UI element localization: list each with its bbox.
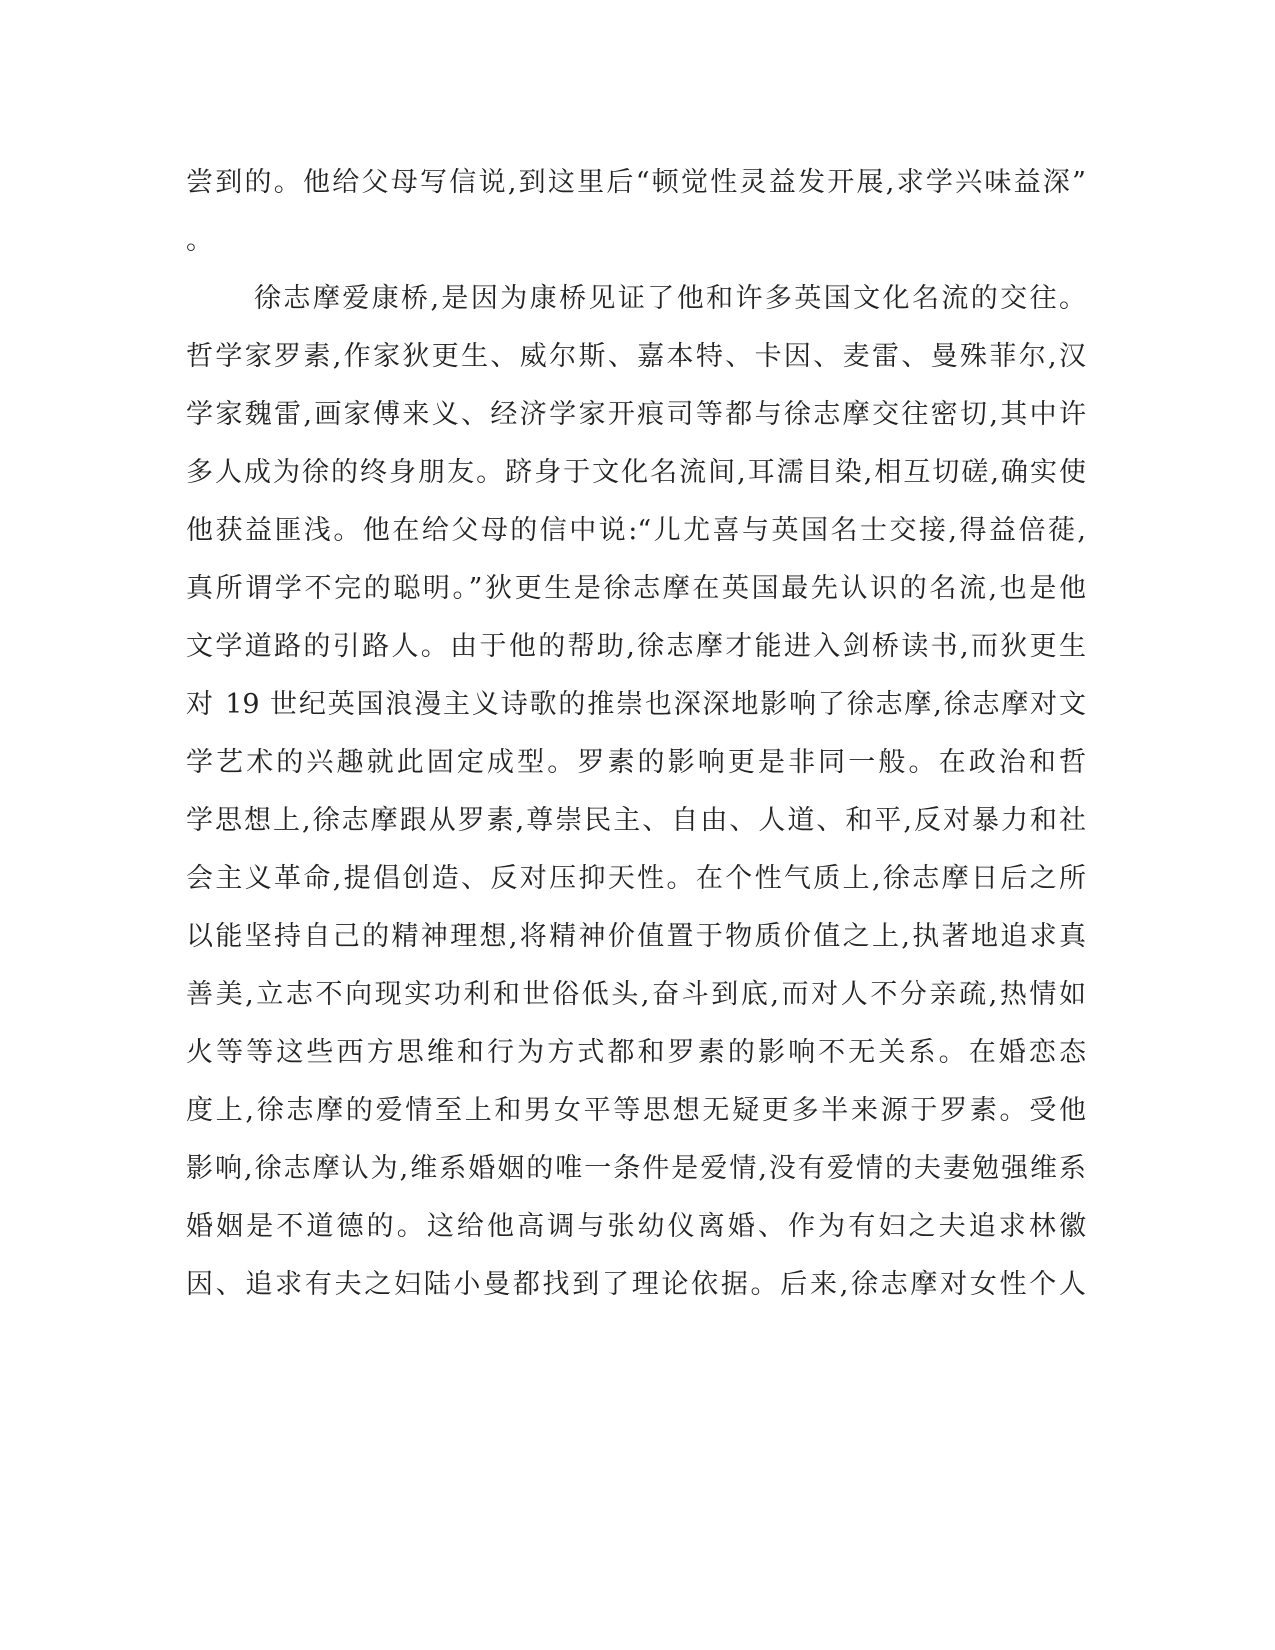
text-line: 尝到的。他给父母写信说,到这里后“顿觉性灵益发开展,求学兴味益深” [186,167,1086,198]
text-line: 善美,立志不向现实功利和世俗低头,奋斗到底,而对人不分亲疏,热情如 [186,979,1086,1010]
text-line: 学家魏雷,画家傅来义、经济学家开痕司等都与徐志摩交往密切,其中许 [186,399,1086,430]
text-line: 会主义革命,提倡创造、反对压抑天性。在个性气质上,徐志摩日后之所 [186,863,1086,894]
text-line: 学思想上,徐志摩跟从罗素,尊崇民主、自由、人道、和平,反对暴力和社 [186,805,1086,836]
text-line: 。 [186,225,215,256]
text-line: 文学道路的引路人。由于他的帮助,徐志摩才能进入剑桥读书,而狄更生 [186,631,1086,662]
text-line: 度上,徐志摩的爱情至上和男女平等思想无疑更多半来源于罗素。受他 [186,1095,1086,1126]
text-line: 哲学家罗素,作家狄更生、威尔斯、嘉本特、卡因、麦雷、曼殊菲尔,汉 [186,341,1086,372]
text-line: 学艺术的兴趣就此固定成型。罗素的影响更是非同一般。在政治和哲 [186,747,1086,778]
body-text [186,154,1086,1314]
text-line: 对 19 世纪英国浪漫主义诗歌的推崇也深深地影响了徐志摩,徐志摩对文 [186,689,1086,720]
text-line: 因、追求有夫之妇陆小曼都找到了理论依据。后来,徐志摩对女性个人 [186,1269,1086,1300]
text-line: 多人成为徐的终身朋友。跻身于文化名流间,耳濡目染,相互切磋,确实使 [186,457,1086,488]
text-line: 婚姻是不道德的。这给他高调与张幼仪离婚、作为有妇之夫追求林徽 [186,1211,1086,1242]
text-line: 影响,徐志摩认为,维系婚姻的唯一条件是爱情,没有爱情的夫妻勉强维系 [186,1153,1086,1184]
text-line: 以能坚持自己的精神理想,将精神价值置于物质价值之上,执著地追求真 [186,921,1086,952]
text-line: 真所谓学不完的聪明。”狄更生是徐志摩在英国最先认识的名流,也是他 [186,573,1086,604]
text-line: 火等等这些西方思维和行为方式都和罗素的影响不无关系。在婚恋态 [186,1037,1086,1068]
text-line: 他获益匪浅。他在给父母的信中说:“儿尤喜与英国名士交接,得益倍蓰, [186,515,1086,546]
paragraph-start-line: 徐志摩爱康桥,是因为康桥见证了他和许多英国文化名流的交往。 [254,283,1086,314]
